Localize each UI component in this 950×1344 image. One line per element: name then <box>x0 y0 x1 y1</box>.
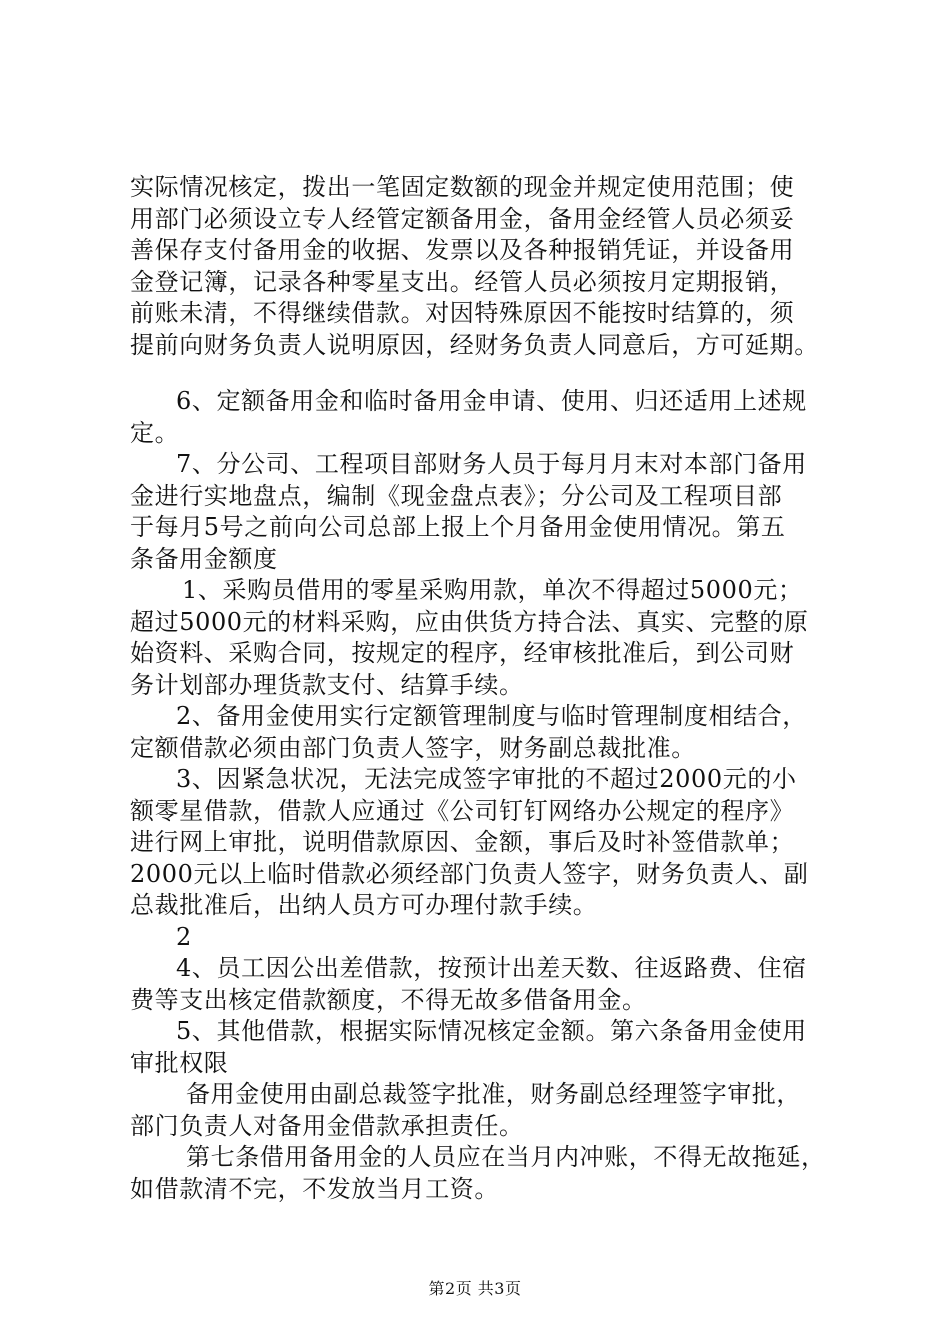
paragraph-line: 第七条借用备用金的人员应在当月内冲账，不得无故拖延， <box>186 1143 826 1171</box>
paragraph-line: 6、定额备用金和临时备用金申请、使用、归还适用上述规 <box>176 387 807 415</box>
paragraph-line: 实际情况核定，拨出一笔固定数额的现金并规定使用范围；使 <box>130 173 795 201</box>
paragraph-line: 额零星借款，借款人应通过《公司钉钉网络办公规定的程序》 <box>130 796 795 825</box>
paragraph-line: 总裁批准后，出纳人员方可办理付款手续。 <box>130 891 598 919</box>
paragraph-line: 7、分公司、工程项目部财务人员于每月月末对本部门备用 <box>176 450 807 478</box>
paragraph-line: 善保存支付备用金的收据、发票以及各种报销凭证，并设备用 <box>130 236 795 264</box>
paragraph-line: 前账未清，不得继续借款。对因特殊原因不能按时结算的，须 <box>130 299 795 327</box>
paragraph-line: 备用金使用由副总裁签字批准，财务副总经理签字审批， <box>186 1080 801 1108</box>
paragraph-line: 5、其他借款，根据实际情况核定金额。第六条备用金使用 <box>176 1017 807 1045</box>
paragraph-line: 审批权限 <box>130 1048 229 1077</box>
paragraph-line: 超过5000元的材料采购，应由供货方持合法、真实、完整的原 <box>130 607 809 636</box>
paragraph-line: 定。 <box>130 418 180 447</box>
paragraph-line: 费等支出核定借款额度，不得无故多借备用金。 <box>130 985 647 1014</box>
paragraph-line: 进行网上审批，说明借款原因、金额，事后及时补签借款单； <box>130 828 795 856</box>
paragraph-line: 务计划部办理货款支付、结算手续。 <box>130 670 524 699</box>
paragraph-line: 部门负责人对备用金借款承担责任。 <box>130 1111 524 1140</box>
paragraph-line: 金进行实地盘点，编制《现金盘点表》；分公司及工程项目部 <box>130 481 783 510</box>
paragraph-line: 1、采购员借用的零星采购用款，单次不得超过5000元； <box>182 576 803 604</box>
document-body <box>130 172 850 1205</box>
paragraph-line: 2000元以上临时借款必须经部门负责人签字，财务负责人、副 <box>130 859 809 888</box>
paragraph-spacer <box>130 361 850 386</box>
paragraph-line: 条备用金额度 <box>130 544 278 573</box>
paragraph-line: 如借款清不完，不发放当月工资。 <box>130 1174 499 1203</box>
inline-page-number: 2 <box>176 922 192 951</box>
paragraph-line: 2、备用金使用实行定额管理制度与临时管理制度相结合， <box>176 702 807 730</box>
paragraph-line: 金登记簿，记录各种零星支出。经管人员必须按月定期报销， <box>130 267 795 296</box>
paragraph-line: 于每月5号之前向公司总部上报上个月备用金使用情况。第五 <box>130 513 786 541</box>
paragraph-line: 提前向财务负责人说明原因，经财务负责人同意后，方可延期。 <box>130 330 819 359</box>
paragraph-line: 始资料、采购合同，按规定的程序，经审核批准后，到公司财 <box>130 639 795 667</box>
paragraph-line: 4、员工因公出差借款，按预计出差天数、往返路费、住宿 <box>176 954 807 982</box>
paragraph-line: 3、因紧急状况，无法完成签字审批的不超过2000元的小 <box>176 765 797 793</box>
paragraph-line: 用部门必须设立专人经管定额备用金，备用金经管人员必须妥 <box>130 204 795 233</box>
page-footer: 第2页 共3页 <box>428 1279 522 1298</box>
paragraph-line: 定额借款必须由部门负责人签字，财务副总裁批准。 <box>130 733 696 762</box>
